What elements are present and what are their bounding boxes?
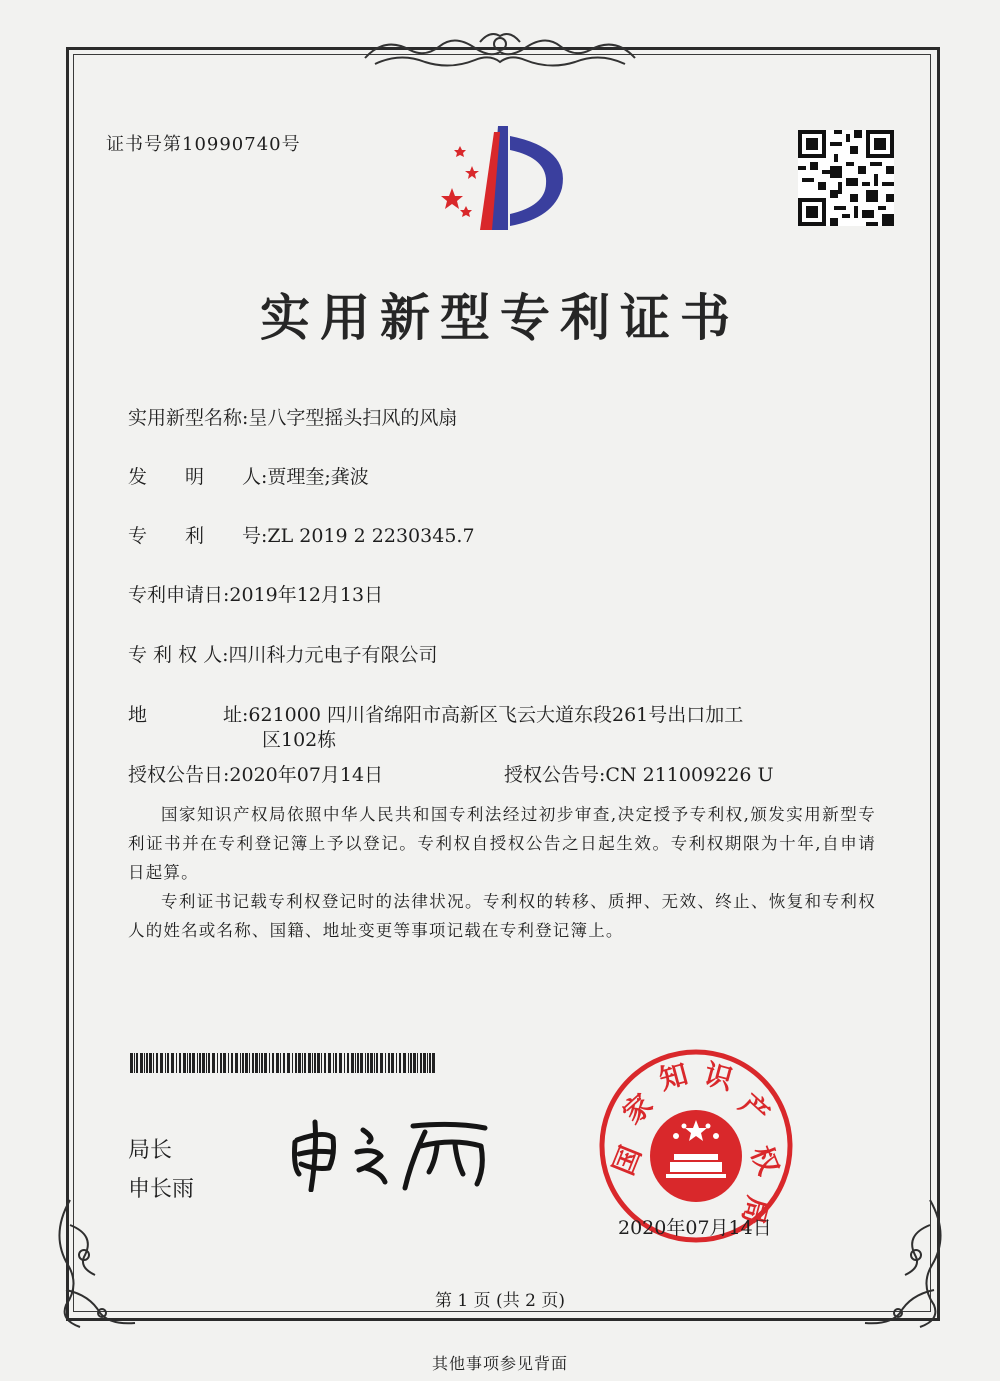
director-name: 申长雨 bbox=[128, 1177, 195, 1202]
field-patentee bbox=[128, 640, 438, 667]
field-value: 贾理奎;龚波 bbox=[267, 466, 369, 488]
bottom-left-ornament-icon bbox=[40, 1195, 150, 1335]
footer-note: 其他事项参见背面 bbox=[431, 1354, 568, 1373]
legal-paragraph-2: 专利证书记载专利权登记时的法律状况。专利权的转移、质押、无效、终止、恢复和专利权人的姓名或名称、国籍、地址变更等事项记载在专利登记簿上。 bbox=[128, 892, 876, 940]
field-label: 专 利 号: bbox=[128, 525, 268, 547]
field-value: 2019年12月13日 bbox=[229, 584, 384, 606]
qr-code-icon bbox=[798, 130, 894, 226]
field-filing-date bbox=[128, 580, 383, 607]
field-value: 621000 四川省绵阳市高新区飞云大道东段261号出口加工 bbox=[248, 704, 744, 726]
handwritten-signature-icon bbox=[285, 1112, 515, 1192]
top-ornament-icon bbox=[355, 28, 645, 76]
field-value: 2020年07月14日 bbox=[229, 764, 384, 786]
field-grant-number bbox=[504, 760, 773, 787]
svg-text:国: 国 bbox=[606, 1141, 648, 1180]
field-address-line2: 区102栋 bbox=[262, 729, 337, 751]
field-label: 地 址: bbox=[128, 704, 249, 726]
field-value: ZL 2019 2 2230345.7 bbox=[267, 525, 475, 547]
field-value: CN 211009226 U bbox=[605, 764, 774, 786]
field-label: 实用新型名称: bbox=[128, 407, 249, 429]
legal-paragraph-1: 国家知识产权局依照中华人民共和国专利法经过初步审查,决定授予专利权,颁发实用新型专利证书并在专利登记簿上予以登记。专利权自授权公告之日起生效。专利权期限为十年,自申请日起算。 bbox=[128, 805, 876, 882]
field-value: 四川科力元电子有限公司 bbox=[228, 644, 438, 666]
field-address bbox=[128, 700, 743, 727]
bottom-right-ornament-icon bbox=[850, 1195, 960, 1335]
svg-text:知: 知 bbox=[655, 1057, 692, 1097]
field-value: 呈八字型摇头扫风的风扇 bbox=[248, 407, 458, 429]
certificate-title: 实用新型专利证书 bbox=[260, 288, 740, 347]
svg-text:识: 识 bbox=[700, 1057, 737, 1097]
field-label: 专 利 权 人: bbox=[128, 644, 229, 666]
field-utility-model-name bbox=[128, 403, 457, 430]
svg-text:家: 家 bbox=[616, 1087, 660, 1131]
certificate-number: 证书号第10990740号 bbox=[106, 134, 301, 155]
field-grant-date bbox=[128, 760, 383, 787]
field-inventor bbox=[128, 462, 369, 489]
svg-text:产: 产 bbox=[732, 1087, 776, 1131]
field-label: 发 明 人: bbox=[128, 466, 268, 488]
field-label: 授权公告日: bbox=[128, 764, 230, 786]
director-title: 局长 bbox=[128, 1138, 173, 1163]
svg-text:权: 权 bbox=[744, 1141, 786, 1180]
seal-date: 2020年07月14日 bbox=[618, 1217, 772, 1239]
cnipa-logo-icon bbox=[430, 118, 580, 238]
barcode-icon bbox=[130, 1053, 440, 1073]
svg-text:局: 局 bbox=[735, 1192, 775, 1229]
field-patent-number bbox=[128, 521, 475, 548]
field-label: 专利申请日: bbox=[128, 584, 230, 606]
field-label: 授权公告号: bbox=[504, 764, 606, 786]
page-number: 第 1 页 (共 2 页) bbox=[435, 1291, 565, 1311]
